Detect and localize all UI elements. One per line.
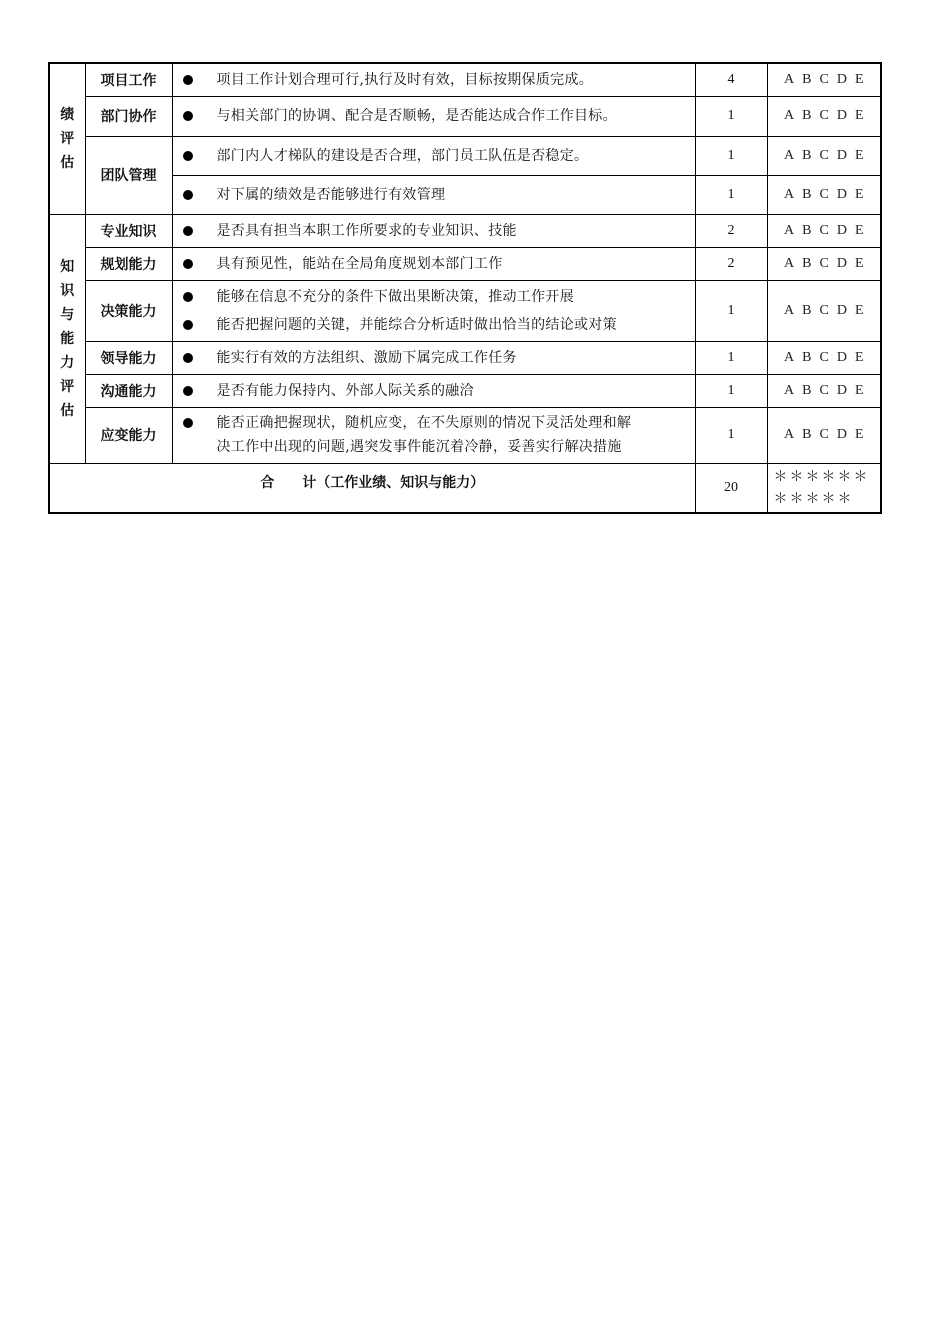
criteria: 对下属的绩效是否能够进行有效管理 xyxy=(172,175,695,214)
item-name: 团队管理 xyxy=(85,136,172,214)
grade-e[interactable]: E xyxy=(854,147,864,163)
grade-c[interactable]: C xyxy=(819,108,829,123)
bullet-icon xyxy=(183,259,193,269)
criteria: 项目工作计划合理可行,执行及时有效，目标按期保质完成。 xyxy=(172,63,695,96)
criteria: 能否正确把握现状，随机应变，在不失原则的情况下灵活处理和解 决工作中出现的问题,遇突发事件能沉着冷静，妥善实行解决措施 xyxy=(172,407,695,463)
bullet-icon xyxy=(183,151,193,161)
grade-b[interactable]: B xyxy=(802,147,812,163)
grade-e[interactable]: E xyxy=(854,427,864,442)
grade-c[interactable]: C xyxy=(819,71,829,87)
category-ability: 知 识 与 能 力 评 估 xyxy=(49,214,85,463)
grade-e[interactable]: E xyxy=(854,186,864,202)
item-name: 专业知识 xyxy=(85,214,172,247)
grade-b[interactable]: B xyxy=(802,302,812,318)
grade-e[interactable]: E xyxy=(854,108,864,123)
grade-c[interactable]: C xyxy=(819,302,829,318)
grade-d[interactable]: D xyxy=(836,427,847,442)
bullet-icon xyxy=(183,320,193,330)
grade-c[interactable]: C xyxy=(819,349,829,365)
item-name: 部门协作 xyxy=(85,96,172,136)
grade-a[interactable]: A xyxy=(784,222,795,238)
total-row xyxy=(49,463,881,513)
grade-d[interactable]: D xyxy=(836,147,847,163)
table-row xyxy=(49,247,881,280)
criteria: 能实行有效的方法组织、激励下属完成工作任务 xyxy=(172,341,695,374)
grade-e[interactable]: E xyxy=(854,222,864,238)
grade-e[interactable]: E xyxy=(854,71,864,87)
grade-d[interactable]: D xyxy=(836,186,847,202)
grade-options xyxy=(767,280,881,341)
bullet-icon xyxy=(183,75,193,85)
grade-options xyxy=(767,136,881,175)
grade-options xyxy=(767,96,881,136)
grade-e[interactable]: E xyxy=(854,255,864,271)
grade-d[interactable]: D xyxy=(836,222,847,238)
grade-a[interactable]: A xyxy=(784,382,795,398)
grade-a[interactable]: A xyxy=(784,349,795,365)
grade-options xyxy=(767,407,881,463)
evaluation-table xyxy=(48,62,882,514)
grade-e[interactable]: E xyxy=(854,382,864,398)
grade-c[interactable]: C xyxy=(819,222,829,238)
table-row xyxy=(49,341,881,374)
bullet-icon xyxy=(183,418,193,428)
grade-d[interactable]: D xyxy=(836,255,847,271)
grade-d[interactable]: D xyxy=(836,108,847,123)
grade-a[interactable]: A xyxy=(784,147,795,163)
grade-options xyxy=(767,175,881,214)
total-label: 合 计（工作业绩、知识与能力） xyxy=(49,463,695,513)
grade-b[interactable]: B xyxy=(802,349,812,365)
total-stars: ＊＊＊＊＊＊ ＊＊＊＊＊ xyxy=(767,463,881,513)
bullet-icon xyxy=(183,190,193,200)
grade-d[interactable]: D xyxy=(836,302,847,318)
item-name: 项目工作 xyxy=(85,63,172,96)
weight: 1 xyxy=(695,407,767,463)
weight: 2 xyxy=(695,214,767,247)
table-row xyxy=(49,407,881,463)
grade-d[interactable]: D xyxy=(836,349,847,365)
weight: 1 xyxy=(695,374,767,407)
table-row xyxy=(49,374,881,407)
table-row xyxy=(49,175,881,214)
grade-a[interactable]: A xyxy=(784,427,795,442)
item-name: 决策能力 xyxy=(85,280,172,341)
criteria: 是否有能力保持内、外部人际关系的融洽 xyxy=(172,374,695,407)
grade-a[interactable]: A xyxy=(784,302,795,318)
grade-options xyxy=(767,374,881,407)
criteria: 能够在信息不充分的条件下做出果断决策，推动工作开展 能否把握问题的关键，并能综合分析适时做出恰当的结论或对策 xyxy=(172,280,695,341)
bullet-icon xyxy=(183,111,193,121)
grade-b[interactable]: B xyxy=(802,427,812,442)
total-value: 20 xyxy=(695,463,767,513)
grade-a[interactable]: A xyxy=(784,108,795,123)
grade-c[interactable]: C xyxy=(819,255,829,271)
weight: 4 xyxy=(695,63,767,96)
bullet-icon xyxy=(183,226,193,236)
grade-b[interactable]: B xyxy=(802,222,812,238)
grade-d[interactable]: D xyxy=(836,71,847,87)
grade-c[interactable]: C xyxy=(819,427,829,442)
bullet-icon xyxy=(183,292,193,302)
category-performance: 绩 评 估 xyxy=(49,63,85,214)
criteria: 具有预见性，能站在全局角度规划本部门工作 xyxy=(172,247,695,280)
weight: 1 xyxy=(695,175,767,214)
table-row xyxy=(49,96,881,136)
grade-c[interactable]: C xyxy=(819,382,829,398)
grade-options xyxy=(767,214,881,247)
weight: 1 xyxy=(695,96,767,136)
grade-options xyxy=(767,63,881,96)
grade-b[interactable]: B xyxy=(802,186,812,202)
grade-c[interactable]: C xyxy=(819,186,829,202)
grade-b[interactable]: B xyxy=(802,382,812,398)
grade-d[interactable]: D xyxy=(836,382,847,398)
grade-b[interactable]: B xyxy=(802,255,812,271)
table-row xyxy=(49,280,881,341)
bullet-icon xyxy=(183,386,193,396)
bullet-icon xyxy=(183,353,193,363)
grade-b[interactable]: B xyxy=(802,71,812,87)
weight: 2 xyxy=(695,247,767,280)
weight: 1 xyxy=(695,136,767,175)
item-name: 领导能力 xyxy=(85,341,172,374)
table-row xyxy=(49,136,881,175)
criteria: 与相关部门的协调、配合是否顺畅，是否能达成合作工作目标。 xyxy=(172,96,695,136)
criteria: 部门内人才梯队的建设是否合理，部门员工队伍是否稳定。 xyxy=(172,136,695,175)
grade-c[interactable]: C xyxy=(819,147,829,163)
grade-options xyxy=(767,341,881,374)
item-name: 规划能力 xyxy=(85,247,172,280)
grade-e[interactable]: E xyxy=(854,349,864,365)
grade-e[interactable]: E xyxy=(854,302,864,318)
grade-a[interactable]: A xyxy=(784,255,795,271)
grade-a[interactable]: A xyxy=(784,71,795,87)
criteria: 是否具有担当本职工作所要求的专业知识、技能 xyxy=(172,214,695,247)
item-name: 应变能力 xyxy=(85,407,172,463)
table-row xyxy=(49,214,881,247)
grade-a[interactable]: A xyxy=(784,186,795,202)
grade-options xyxy=(767,247,881,280)
weight: 1 xyxy=(695,280,767,341)
item-name: 沟通能力 xyxy=(85,374,172,407)
weight: 1 xyxy=(695,341,767,374)
table-row xyxy=(49,63,881,96)
grade-b[interactable]: B xyxy=(802,108,812,123)
